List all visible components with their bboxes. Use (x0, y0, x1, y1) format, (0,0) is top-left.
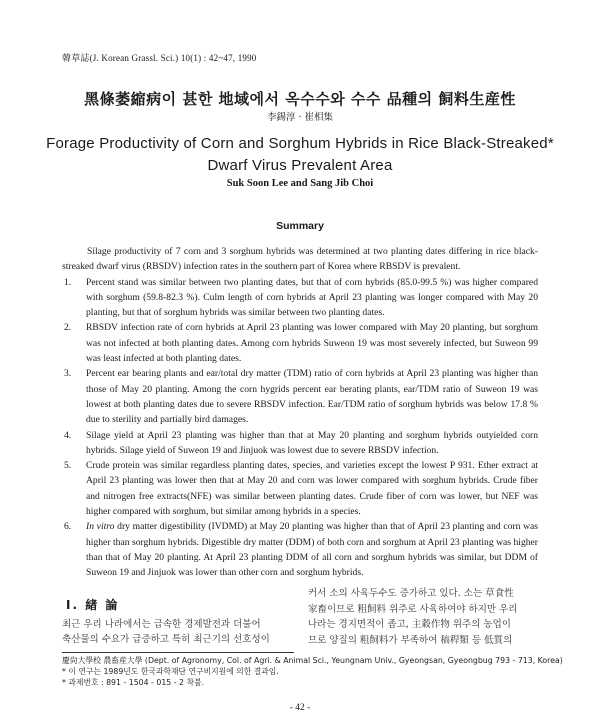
summary-section (62, 244, 538, 581)
intro-line: 므로 양질의 粗飼料가 부족하여 稿稈類 등 低質의 (308, 634, 513, 646)
intro-line: 축산물의 수요가 급증하고 특히 최근기의 선호성이 (62, 633, 270, 645)
item-text: dry matter digestibility (IVDMD) at May 20 planting was higher than that of April 23 planting and corn was higher than sorghum hybrids. Digestible dry matter (DDM) of both corn and sorghum at April 23 planting was higher than that of May 20 planting. At April 23 planting DDM of all corn and sorghum hybrids was similar, but DDM of Suweon 19 and Jinjuok was lower than other corn and sorghum hybrids. (86, 521, 539, 579)
english-title-line-1: Forage Productivity of Corn and Sorghum Hybrids in Rice Black-Streaked* (46, 135, 554, 152)
intro-line: 커서 소의 사육두수도 증가하고 있다. 소는 草食性 (308, 588, 514, 599)
page-number: - 42 - (289, 703, 311, 713)
journal-citation: 韓草誌(J. Korean Grassl. Sci.) 10(1) : 42~47, 1990 (62, 53, 257, 63)
footnotes (62, 655, 563, 688)
summary-item (62, 320, 538, 366)
footnote-affiliation: 慶尙大學校 農畜産大學 (Dept. of Agronomy, Col. of Agri. & Animal Sci., Yeungnam Univ., Gyeongsan, Gyeongbug 793 - 713, Korea) (62, 656, 563, 665)
intro-line: 나라는 경지면적이 좁고, 主穀作物 위주의 농업이 (308, 619, 511, 630)
summary-intro: Silage productivity of 7 corn and 3 sorghum hybrids was determined at two planting dates differing in rice black-streaked dwarf virus (RBSDV) infection rates in the southern part of Korea where RBSDV is prevalent. (62, 246, 538, 273)
summary-item (62, 458, 538, 519)
intro-line: 家畜이므로 粗飼料 위주로 사육하여야 하지만 우리 (308, 603, 518, 615)
summary-item (62, 366, 538, 427)
item-text: Crude protein was similar regardless planting dates, species, and varieties except the lowest P 931. Ether extract at April 23 planting was lower then that at May 20 and corn was lower compared with sorghum hybrids. Crude fiber and nitrogen free extracts(NFE) was similar between planting dates. Crude fiber of corn was lower, but NEF was higher compared with sorghum, but similar among hybrids in a species. (86, 460, 538, 518)
item-number: 6. (64, 521, 72, 533)
introduction-heading: Ⅰ. 緖 論 (66, 598, 120, 612)
english-title (0, 133, 600, 177)
english-title-line-2: Dwarf Virus Prevalent Area (207, 157, 393, 174)
footnote-project-number: * 과제번호 : 891 - 1504 - 015 - 2 착불. (62, 678, 204, 687)
item-number: 5. (64, 460, 72, 472)
summary-item (62, 275, 538, 321)
summary-list (62, 275, 538, 581)
item-text: RBSDV infection rate of corn hybrids at April 23 planting was lower compared with May 20 planting, but sorghum was not infected at both planting dates. Among corn hybrids Suweon 19 was most severely infected, but Suweon 99 was least infected at both planting dates. (86, 322, 538, 365)
summary-item (62, 519, 538, 580)
item-number: 4. (64, 429, 72, 441)
item-number: 2. (64, 322, 72, 334)
item-text: Percent ear bearing plants and ear/total dry matter (TDM) ratio of corn hybrids at April 23 planting was higher than those of May 20 planting. Among the corn hygrids percent ear berating plants, ear/TDM ratio of Suweon 19 was lowest at both planting dates due to severe RBSDV infection. Ear/TDM ratio of sorghum hybrids was below 17.8 % due to sterility and partially bird damages. (86, 368, 538, 426)
intro-right-column (308, 586, 540, 648)
item-text: Percent stand was similar between two planting dates, but that of corn hybrids (85.0-99.5 %) was higher compared with sorghum (59.8-82.3 %). Culm length of corn hybrids at April 23 planting was longer compared with May 20 planting, but that of sorghum hybrids was similar between two planting dates. (86, 276, 538, 319)
summary-heading: Summary (276, 220, 324, 232)
intro-left-column (62, 618, 288, 647)
item-number: 1. (64, 276, 72, 288)
korean-authors: 李錫淳 · 崔相集 (266, 112, 334, 123)
english-authors: Suk Soon Lee and Sang Jib Choi (226, 178, 374, 189)
footnote-divider (62, 652, 294, 653)
item-text: Silage yield at April 23 planting was higher than that at May 20 planting and sorghum hybrids outyielded corn hybrids. Silage yield of Suweon 19 and Jinjuok was lowest due to severe RBSDV infection. (86, 429, 538, 456)
item-number: 3. (64, 368, 72, 380)
footnote-funding: * 이 연구는 1989년도 한국과학재단 연구비지원에 의한 결과임. (62, 667, 279, 676)
item-italic: In vitro (86, 521, 115, 533)
intro-line: 최근 우리 나라에서는 급속한 경제발전과 더불어 (62, 619, 261, 630)
summary-item (62, 428, 538, 459)
korean-title: 黑條萎縮病이 甚한 地域에서 옥수수와 수수 品種의 飼料生産性 (84, 90, 516, 108)
